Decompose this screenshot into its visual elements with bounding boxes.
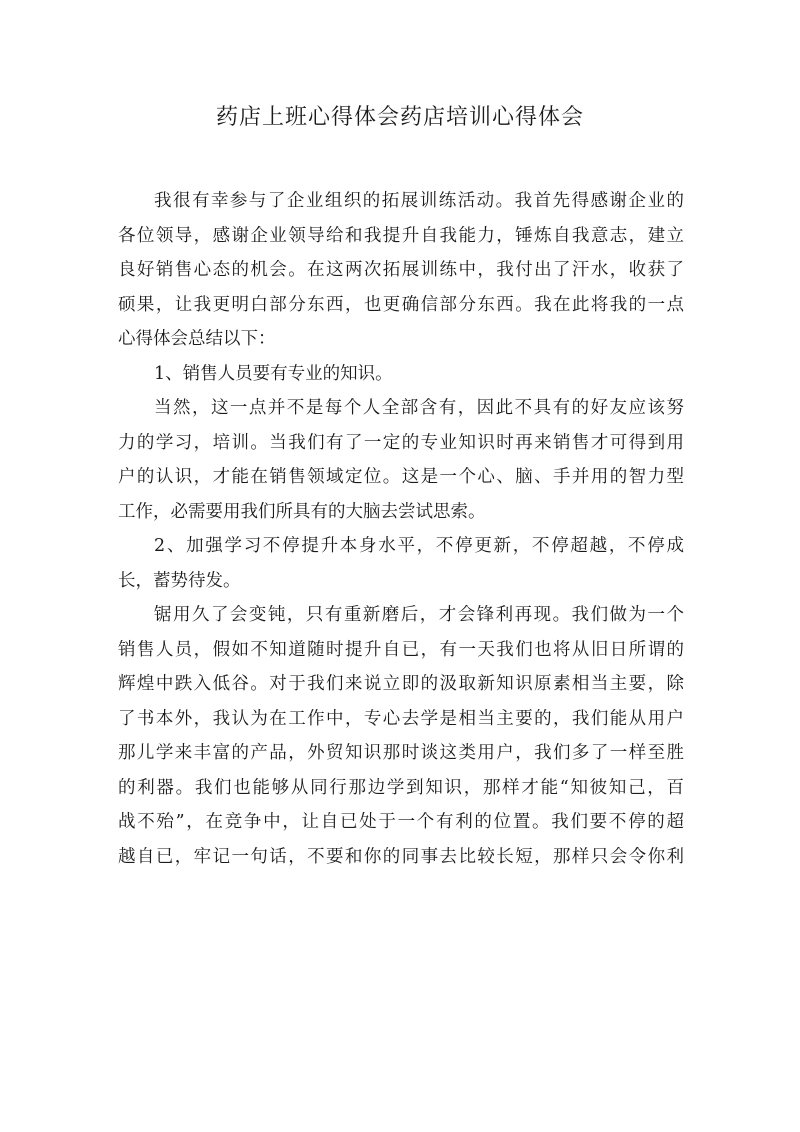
paragraph-line: 工作，必需要用我们所具有的大脑去尝试思索。 xyxy=(118,501,486,522)
section-heading-line: 长，蓄势待发。 xyxy=(118,570,241,591)
section-heading-line: 1、销售人员要有专业的知识。 xyxy=(154,363,393,384)
document-body xyxy=(118,184,684,874)
paragraph-line: 辉煌中跌入低谷。对于我们来说立即的汲取新知识原素相当主要，除 xyxy=(118,674,684,694)
paragraph-line: 户的认识，才能在销售领域定位。这是一个心、脑、手并用的智力型 xyxy=(118,467,684,487)
section-heading-line: 2、加强学习不停提升本身水平，不停更新，不停超越，不停成 xyxy=(154,536,684,556)
paragraph-line: 销售人员，假如不知道随时提升自已，有一天我们也将从旧日所谓的 xyxy=(118,639,684,660)
paragraph-line: 了书本外，我认为在工作中，专心去学是相当主要的，我们能从用户 xyxy=(118,708,684,729)
paragraph-line: 心得体会总结以下： xyxy=(118,329,276,349)
paragraph-line: 力的学习，培训。当我们有了一定的专业知识时再来销售才可得到用 xyxy=(118,432,684,453)
paragraph-line: 锯用久了会变钝，只有重新磨后，才会锋利再现。我们做为一个 xyxy=(154,605,684,625)
document-title: 药店上班心得体会药店培训心得体会 xyxy=(215,105,584,130)
paragraph-line: 硕果，让我更明白部分东西，也更确信部分东西。我在此将我的一点 xyxy=(118,294,684,315)
paragraph-line: 各位领导，感谢企业领导给和我提升自我能力，锤炼自我意志，建立 xyxy=(118,225,684,246)
paragraph-line: 良好销售心态的机会。在这两次拓展训练中，我付出了汗水，收获了 xyxy=(118,260,684,280)
paragraph-line: 我很有幸参与了企业组织的拓展训练活动。我首先得感谢企业的 xyxy=(154,191,684,211)
paragraph-line: 的利器。我们也能够从同行那边学到知识，那样才能“知彼知己，百 xyxy=(118,777,684,798)
paragraph-line: 战不殆”，在竞争中，让自已处于一个有利的位置。我们要不停的超 xyxy=(118,812,684,832)
paragraph-line: 越自已，牢记一句话，不要和你的同事去比较长短，那样只会令你利 xyxy=(118,846,684,867)
paragraph-line: 当然，这一点并不是每个人全部含有，因此不具有的好友应该努 xyxy=(154,398,684,418)
paragraph-line: 那儿学来丰富的产品，外贸知识那时谈这类用户，我们多了一样至胜 xyxy=(118,743,684,763)
